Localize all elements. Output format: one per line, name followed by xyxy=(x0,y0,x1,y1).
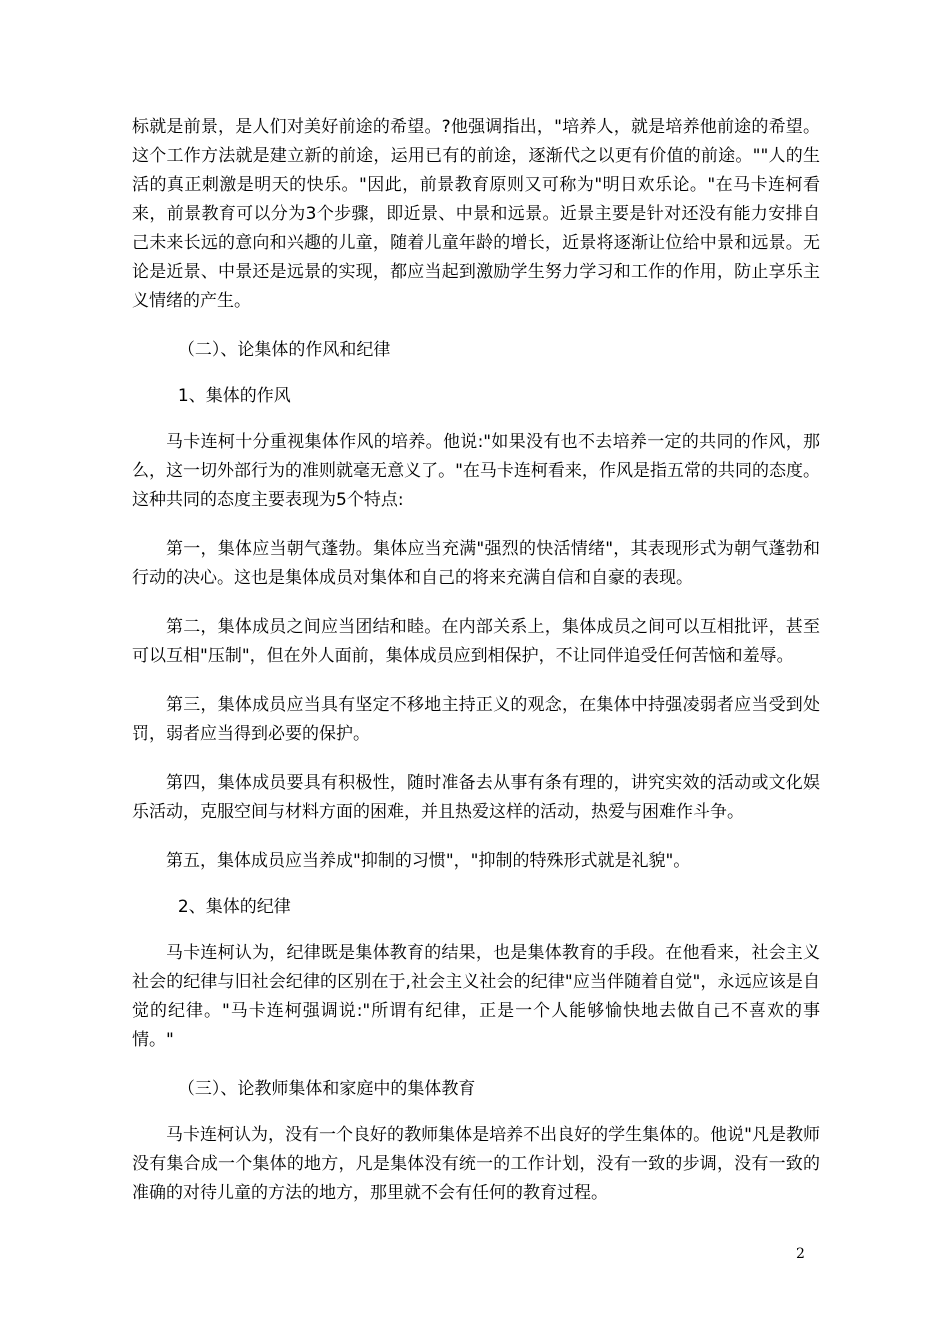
subsection-1-heading: 1、集体的作风 xyxy=(177,386,291,406)
section-2-heading: （二）、论集体的作风和纪律 xyxy=(177,340,391,360)
document-body xyxy=(132,113,820,1208)
style-intro-paragraph: 马卡连柯十分重视集体作风的培养。他说:"如果没有也不去培养一定的共同的作风，那么，这一切外部行为的准则就毫无意义了。"在马卡连柯看来，作风是指五常的共同的态度。这种共同的态度主要表现为5个特点: xyxy=(132,432,820,510)
trait-3-paragraph: 第三，集体成员应当具有坚定不移地主持正义的观念，在集体中持强凌弱者应当受到处罚，弱者应当得到必要的保护。 xyxy=(132,695,820,744)
trait-5-paragraph: 第五，集体成员应当养成"抑制的习惯"，"抑制的特殊形式就是礼貌"。 xyxy=(166,851,691,871)
trait-1-paragraph: 第一，集体应当朝气蓬勃。集体应当充满"强烈的快活情绪"，其表现形式为朝气蓬勃和行动的决心。这也是集体成员对集体和自己的将来充满自信和自豪的表现。 xyxy=(132,539,820,588)
trait-2-paragraph: 第二，集体成员之间应当团结和睦。在内部关系上，集体成员之间可以互相批评，甚至可以互相"压制"，但在外人面前，集体成员应到相保护，不让同伴追受任何苦恼和羞辱。 xyxy=(132,617,820,666)
discipline-paragraph: 马卡连柯认为，纪律既是集体教育的结果，也是集体教育的手段。在他看来，社会主义社会的纪律与旧社会纪律的区别在于,社会主义社会的纪律"应当伴随着自觉"，永远应该是自觉的纪律。"马卡连柯强调说:"所谓有纪律，正是一个人能够愉快地去做自己不喜欢的事情。" xyxy=(132,943,820,1050)
trait-4-paragraph: 第四，集体成员要具有积极性，随时准备去从事有条有理的，讲究实效的活动或文化娱乐活动，克服空间与材料方面的困难，并且热爱这样的活动，热爱与困难作斗争。 xyxy=(132,773,820,822)
page-number: 2 xyxy=(796,1246,805,1262)
intro-paragraph: 标就是前景，是人们对美好前途的希望。?他强调指出，"培养人，就是培养他前途的希望。这个工作方法就是建立新的前途，运用已有的前途，逐渐代之以更有价值的前途。""人的生活的真正刺激是明天的快乐。"因此，前景教育原则又可称为"明日欢乐论。"在马卡连柯看来，前景教育可以分为3个步骤，即近景、中景和远景。近景主要是针对还没有能力安排自己未来长远的意向和兴趣的儿童，随着儿童年龄的增长，近景将逐渐让位给中景和远景。无论是近景、中景还是远景的实现，都应当起到激励学生努力学习和工作的作用，防止享乐主义情绪的产生。 xyxy=(132,117,820,311)
section-3-heading: （三）、论教师集体和家庭中的集体教育 xyxy=(177,1079,476,1099)
teacher-paragraph: 马卡连柯认为，没有一个良好的教师集体是培养不出良好的学生集体的。他说"凡是教师没有集合成一个集体的地方，凡是集体没有统一的工作计划，没有一致的步调，没有一致的准确的对待儿童的方法的地方，那里就不会有任何的教育过程。 xyxy=(132,1125,820,1203)
subsection-2-heading: 2、集体的纪律 xyxy=(177,897,291,917)
